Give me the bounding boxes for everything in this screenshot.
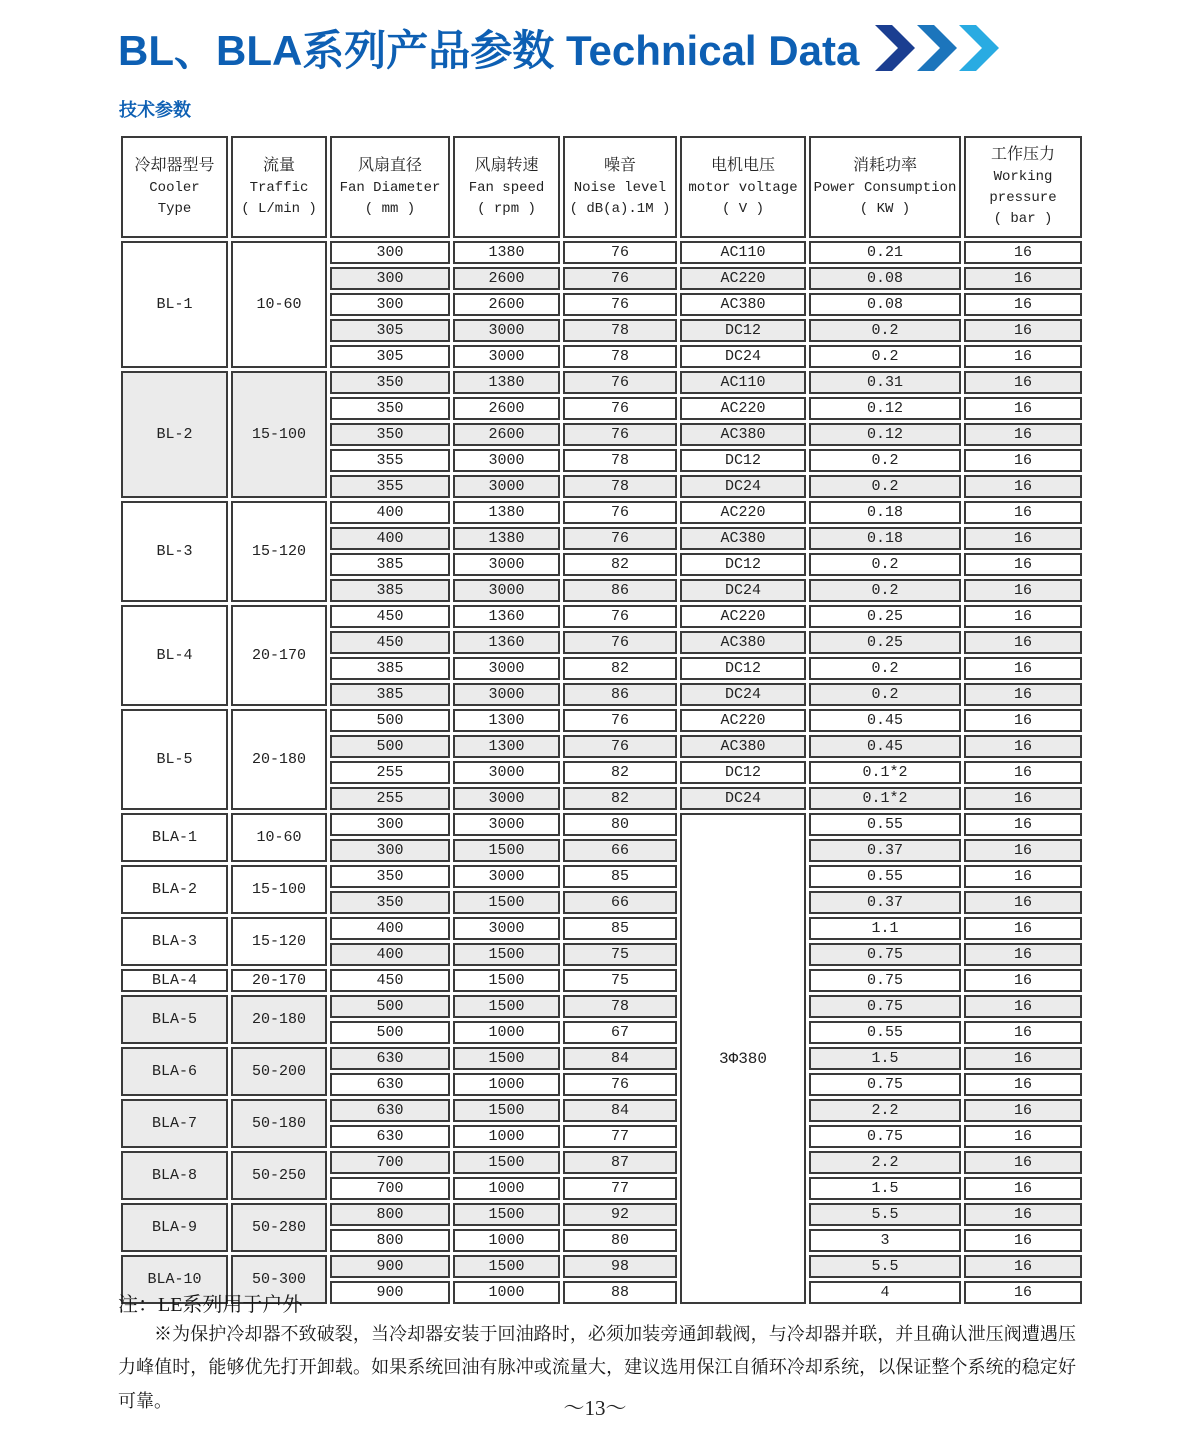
cooler-type-cell: BL-5 xyxy=(121,709,228,810)
power-consumption-cell: 0.08 xyxy=(809,293,961,316)
header-cell: 消耗功率 Power Consumption ( KW ) xyxy=(809,136,961,238)
power-consumption-cell: 0.75 xyxy=(809,943,961,966)
motor-voltage-cell: AC110 xyxy=(680,241,806,264)
table-row xyxy=(121,501,1082,524)
fan-diameter-cell: 800 xyxy=(330,1203,450,1226)
motor-voltage-cell: AC220 xyxy=(680,605,806,628)
fan-diameter-cell: 350 xyxy=(330,865,450,888)
fan-speed-cell: 3000 xyxy=(453,683,560,706)
noise-level-cell: 76 xyxy=(563,605,677,628)
power-consumption-cell: 0.18 xyxy=(809,527,961,550)
cooler-type-cell: BLA-7 xyxy=(121,1099,228,1148)
fan-speed-cell: 1500 xyxy=(453,943,560,966)
working-pressure-cell: 16 xyxy=(964,501,1082,524)
noise-level-cell: 76 xyxy=(563,735,677,758)
power-consumption-cell: 0.2 xyxy=(809,553,961,576)
noise-level-cell: 77 xyxy=(563,1125,677,1148)
table-header xyxy=(121,136,1082,238)
noise-level-cell: 82 xyxy=(563,657,677,680)
motor-voltage-cell: DC24 xyxy=(680,345,806,368)
motor-voltage-cell: DC12 xyxy=(680,553,806,576)
noise-level-cell: 66 xyxy=(563,839,677,862)
working-pressure-cell: 16 xyxy=(964,891,1082,914)
traffic-cell: 50-180 xyxy=(231,1099,327,1148)
working-pressure-cell: 16 xyxy=(964,839,1082,862)
traffic-cell: 15-100 xyxy=(231,371,327,498)
fan-speed-cell: 2600 xyxy=(453,397,560,420)
motor-voltage-cell: DC24 xyxy=(680,787,806,810)
fan-speed-cell: 1380 xyxy=(453,371,560,394)
header-cell: 冷却器型号 Cooler Type xyxy=(121,136,228,238)
working-pressure-cell: 16 xyxy=(964,657,1082,680)
fan-speed-cell: 3000 xyxy=(453,787,560,810)
working-pressure-cell: 16 xyxy=(964,943,1082,966)
section-subtitle: 技术参数 xyxy=(119,100,191,120)
noise-level-cell: 76 xyxy=(563,293,677,316)
motor-voltage-cell: AC380 xyxy=(680,631,806,654)
working-pressure-cell: 16 xyxy=(964,1125,1082,1148)
noise-level-cell: 77 xyxy=(563,1177,677,1200)
noise-level-cell: 92 xyxy=(563,1203,677,1226)
power-consumption-cell: 2.2 xyxy=(809,1151,961,1174)
noise-level-cell: 76 xyxy=(563,527,677,550)
noise-level-cell: 76 xyxy=(563,267,677,290)
power-consumption-cell: 0.45 xyxy=(809,735,961,758)
noise-level-cell: 66 xyxy=(563,891,677,914)
fan-diameter-cell: 385 xyxy=(330,579,450,602)
fan-diameter-cell: 300 xyxy=(330,241,450,264)
fan-diameter-cell: 350 xyxy=(330,371,450,394)
table-row xyxy=(121,1151,1082,1174)
header-cell: 噪音 Noise level ( dB(a).1M ) xyxy=(563,136,677,238)
motor-voltage-cell: AC110 xyxy=(680,371,806,394)
working-pressure-cell: 16 xyxy=(964,267,1082,290)
noise-level-cell: 80 xyxy=(563,1229,677,1252)
power-consumption-cell: 0.2 xyxy=(809,683,961,706)
noise-level-cell: 87 xyxy=(563,1151,677,1174)
traffic-cell: 50-300 xyxy=(231,1255,327,1304)
fan-diameter-cell: 300 xyxy=(330,267,450,290)
header-cell: 风扇转速 Fan speed ( rpm ) xyxy=(453,136,560,238)
working-pressure-cell: 16 xyxy=(964,761,1082,784)
fan-diameter-cell: 900 xyxy=(330,1281,450,1304)
header-cell: 工作压力 Working pressure ( bar ) xyxy=(964,136,1082,238)
fan-speed-cell: 1500 xyxy=(453,995,560,1018)
power-consumption-cell: 0.2 xyxy=(809,475,961,498)
working-pressure-cell: 16 xyxy=(964,579,1082,602)
motor-voltage-cell: AC380 xyxy=(680,527,806,550)
table-row xyxy=(121,969,1082,992)
working-pressure-cell: 16 xyxy=(964,1203,1082,1226)
voltage-merged-cell: 3Φ380 xyxy=(680,813,806,1304)
fan-speed-cell: 1500 xyxy=(453,839,560,862)
table-row xyxy=(121,865,1082,888)
fan-diameter-cell: 385 xyxy=(330,553,450,576)
fan-diameter-cell: 800 xyxy=(330,1229,450,1252)
power-consumption-cell: 0.18 xyxy=(809,501,961,524)
power-consumption-cell: 0.21 xyxy=(809,241,961,264)
noise-level-cell: 84 xyxy=(563,1047,677,1070)
working-pressure-cell: 16 xyxy=(964,345,1082,368)
power-consumption-cell: 0.37 xyxy=(809,839,961,862)
noise-level-cell: 86 xyxy=(563,579,677,602)
header-cell: 流量 Traffic ( L/min ) xyxy=(231,136,327,238)
power-consumption-cell: 0.75 xyxy=(809,1125,961,1148)
working-pressure-cell: 16 xyxy=(964,1099,1082,1122)
fan-speed-cell: 1360 xyxy=(453,631,560,654)
noise-level-cell: 98 xyxy=(563,1255,677,1278)
working-pressure-cell: 16 xyxy=(964,995,1082,1018)
traffic-cell: 50-200 xyxy=(231,1047,327,1096)
working-pressure-cell: 16 xyxy=(964,319,1082,342)
working-pressure-cell: 16 xyxy=(964,683,1082,706)
motor-voltage-cell: DC12 xyxy=(680,449,806,472)
fan-diameter-cell: 400 xyxy=(330,917,450,940)
fan-speed-cell: 1360 xyxy=(453,605,560,628)
table-row xyxy=(121,917,1082,940)
traffic-cell: 20-180 xyxy=(231,709,327,810)
power-consumption-cell: 0.12 xyxy=(809,397,961,420)
fan-diameter-cell: 630 xyxy=(330,1099,450,1122)
fan-speed-cell: 1500 xyxy=(453,1151,560,1174)
working-pressure-cell: 16 xyxy=(964,397,1082,420)
fan-diameter-cell: 450 xyxy=(330,605,450,628)
cooler-type-cell: BLA-1 xyxy=(121,813,228,862)
cooler-type-cell: BLA-9 xyxy=(121,1203,228,1252)
power-consumption-cell: 3 xyxy=(809,1229,961,1252)
fan-diameter-cell: 450 xyxy=(330,969,450,992)
power-consumption-cell: 1.5 xyxy=(809,1047,961,1070)
noise-level-cell: 76 xyxy=(563,709,677,732)
motor-voltage-cell: AC220 xyxy=(680,267,806,290)
fan-diameter-cell: 385 xyxy=(330,657,450,680)
fan-speed-cell: 3000 xyxy=(453,657,560,680)
fan-speed-cell: 1500 xyxy=(453,1255,560,1278)
fan-diameter-cell: 355 xyxy=(330,449,450,472)
working-pressure-cell: 16 xyxy=(964,241,1082,264)
noise-level-cell: 76 xyxy=(563,397,677,420)
noise-level-cell: 85 xyxy=(563,865,677,888)
fan-diameter-cell: 700 xyxy=(330,1177,450,1200)
working-pressure-cell: 16 xyxy=(964,1073,1082,1096)
fan-speed-cell: 1500 xyxy=(453,1047,560,1070)
fan-speed-cell: 1000 xyxy=(453,1073,560,1096)
traffic-cell: 50-250 xyxy=(231,1151,327,1200)
noise-level-cell: 78 xyxy=(563,319,677,342)
working-pressure-cell: 16 xyxy=(964,1281,1082,1304)
working-pressure-cell: 16 xyxy=(964,865,1082,888)
cooler-type-cell: BLA-6 xyxy=(121,1047,228,1096)
noise-level-cell: 80 xyxy=(563,813,677,836)
fan-diameter-cell: 305 xyxy=(330,345,450,368)
motor-voltage-cell: DC24 xyxy=(680,579,806,602)
fan-diameter-cell: 900 xyxy=(330,1255,450,1278)
working-pressure-cell: 16 xyxy=(964,1177,1082,1200)
fan-speed-cell: 3000 xyxy=(453,579,560,602)
motor-voltage-cell: DC24 xyxy=(680,683,806,706)
power-consumption-cell: 4 xyxy=(809,1281,961,1304)
fan-diameter-cell: 385 xyxy=(330,683,450,706)
fan-speed-cell: 1380 xyxy=(453,501,560,524)
fan-diameter-cell: 630 xyxy=(330,1073,450,1096)
fan-speed-cell: 2600 xyxy=(453,267,560,290)
noise-level-cell: 76 xyxy=(563,241,677,264)
working-pressure-cell: 16 xyxy=(964,423,1082,446)
fan-speed-cell: 1000 xyxy=(453,1021,560,1044)
fan-speed-cell: 3000 xyxy=(453,475,560,498)
working-pressure-cell: 16 xyxy=(964,1255,1082,1278)
technical-data-table xyxy=(118,133,1085,1307)
table-row xyxy=(121,1203,1082,1226)
working-pressure-cell: 16 xyxy=(964,813,1082,836)
footnote: ※为保护冷却器不致破裂，当冷却器安装于回油路时，必须加装旁通卸载阀，与冷却器并联，并且确认泄压阀遭遇压力峰值时，能够优先打开卸载。如果系统回油有脉冲或流量大，建议选用保江自循环冷却系统，以保证整个系统的稳定好可靠。 xyxy=(118,1324,1076,1411)
working-pressure-cell: 16 xyxy=(964,917,1082,940)
fan-diameter-cell: 400 xyxy=(330,527,450,550)
fan-diameter-cell: 500 xyxy=(330,709,450,732)
motor-voltage-cell: DC12 xyxy=(680,319,806,342)
note-label: 注：LE系列用于户外 xyxy=(118,1294,303,1316)
fan-speed-cell: 3000 xyxy=(453,449,560,472)
working-pressure-cell: 16 xyxy=(964,1229,1082,1252)
table-row xyxy=(121,1099,1082,1122)
noise-level-cell: 76 xyxy=(563,1073,677,1096)
motor-voltage-cell: AC220 xyxy=(680,709,806,732)
fan-diameter-cell: 450 xyxy=(330,631,450,654)
noise-level-cell: 76 xyxy=(563,371,677,394)
fan-speed-cell: 1000 xyxy=(453,1125,560,1148)
fan-speed-cell: 3000 xyxy=(453,813,560,836)
traffic-cell: 15-100 xyxy=(231,865,327,914)
working-pressure-cell: 16 xyxy=(964,371,1082,394)
working-pressure-cell: 16 xyxy=(964,735,1082,758)
traffic-cell: 15-120 xyxy=(231,917,327,966)
cooler-type-cell: BL-2 xyxy=(121,371,228,498)
working-pressure-cell: 16 xyxy=(964,1151,1082,1174)
power-consumption-cell: 0.55 xyxy=(809,1021,961,1044)
table-body xyxy=(121,241,1082,1304)
fan-speed-cell: 3000 xyxy=(453,319,560,342)
fan-speed-cell: 2600 xyxy=(453,293,560,316)
fan-diameter-cell: 630 xyxy=(330,1125,450,1148)
noise-level-cell: 76 xyxy=(563,423,677,446)
fan-diameter-cell: 255 xyxy=(330,761,450,784)
fan-speed-cell: 1500 xyxy=(453,969,560,992)
working-pressure-cell: 16 xyxy=(964,553,1082,576)
power-consumption-cell: 0.55 xyxy=(809,865,961,888)
power-consumption-cell: 0.2 xyxy=(809,657,961,680)
chevron-right-triple-icon xyxy=(875,25,1001,71)
power-consumption-cell: 0.2 xyxy=(809,345,961,368)
cooler-type-cell: BLA-8 xyxy=(121,1151,228,1200)
traffic-cell: 20-170 xyxy=(231,969,327,992)
motor-voltage-cell: DC12 xyxy=(680,761,806,784)
power-consumption-cell: 1.5 xyxy=(809,1177,961,1200)
working-pressure-cell: 16 xyxy=(964,605,1082,628)
traffic-cell: 10-60 xyxy=(231,813,327,862)
noise-level-cell: 76 xyxy=(563,631,677,654)
noise-level-cell: 76 xyxy=(563,501,677,524)
noise-level-cell: 78 xyxy=(563,449,677,472)
table-row xyxy=(121,1255,1082,1278)
noise-level-cell: 84 xyxy=(563,1099,677,1122)
power-consumption-cell: 0.25 xyxy=(809,605,961,628)
power-consumption-cell: 0.75 xyxy=(809,995,961,1018)
traffic-cell: 20-170 xyxy=(231,605,327,706)
cooler-type-cell: BLA-2 xyxy=(121,865,228,914)
power-consumption-cell: 0.2 xyxy=(809,449,961,472)
power-consumption-cell: 0.31 xyxy=(809,371,961,394)
fan-speed-cell: 1380 xyxy=(453,241,560,264)
fan-speed-cell: 1000 xyxy=(453,1177,560,1200)
traffic-cell: 50-280 xyxy=(231,1203,327,1252)
table-row xyxy=(121,813,1082,836)
page-title: BL、BLA系列产品参数 Technical Data xyxy=(118,27,860,74)
power-consumption-cell: 0.2 xyxy=(809,319,961,342)
noise-level-cell: 75 xyxy=(563,943,677,966)
cooler-type-cell: BL-4 xyxy=(121,605,228,706)
working-pressure-cell: 16 xyxy=(964,709,1082,732)
fan-diameter-cell: 355 xyxy=(330,475,450,498)
power-consumption-cell: 5.5 xyxy=(809,1203,961,1226)
power-consumption-cell: 0.75 xyxy=(809,969,961,992)
working-pressure-cell: 16 xyxy=(964,527,1082,550)
fan-diameter-cell: 300 xyxy=(330,813,450,836)
fan-speed-cell: 3000 xyxy=(453,761,560,784)
cooler-type-cell: BLA-5 xyxy=(121,995,228,1044)
motor-voltage-cell: AC380 xyxy=(680,423,806,446)
fan-speed-cell: 1500 xyxy=(453,1099,560,1122)
power-consumption-cell: 0.1*2 xyxy=(809,761,961,784)
power-consumption-cell: 2.2 xyxy=(809,1099,961,1122)
motor-voltage-cell: AC220 xyxy=(680,397,806,420)
power-consumption-cell: 0.45 xyxy=(809,709,961,732)
table-row xyxy=(121,709,1082,732)
fan-speed-cell: 3000 xyxy=(453,553,560,576)
motor-voltage-cell: AC380 xyxy=(680,735,806,758)
power-consumption-cell: 0.1*2 xyxy=(809,787,961,810)
noise-level-cell: 85 xyxy=(563,917,677,940)
motor-voltage-cell: AC380 xyxy=(680,293,806,316)
fan-speed-cell: 1000 xyxy=(453,1281,560,1304)
table-row xyxy=(121,1047,1082,1070)
power-consumption-cell: 0.37 xyxy=(809,891,961,914)
table-row xyxy=(121,241,1082,264)
noise-level-cell: 78 xyxy=(563,345,677,368)
power-consumption-cell: 0.25 xyxy=(809,631,961,654)
header-cell: 风扇直径 Fan Diameter ( mm ) xyxy=(330,136,450,238)
noise-level-cell: 82 xyxy=(563,787,677,810)
page-header xyxy=(118,18,1001,78)
motor-voltage-cell: DC12 xyxy=(680,657,806,680)
fan-diameter-cell: 300 xyxy=(330,293,450,316)
table-row xyxy=(121,995,1082,1018)
noise-level-cell: 88 xyxy=(563,1281,677,1304)
power-consumption-cell: 0.55 xyxy=(809,813,961,836)
cooler-type-cell: BLA-10 xyxy=(121,1255,228,1304)
traffic-cell: 15-120 xyxy=(231,501,327,602)
working-pressure-cell: 16 xyxy=(964,787,1082,810)
noise-level-cell: 67 xyxy=(563,1021,677,1044)
noise-level-cell: 78 xyxy=(563,995,677,1018)
power-consumption-cell: 1.1 xyxy=(809,917,961,940)
working-pressure-cell: 16 xyxy=(964,449,1082,472)
fan-diameter-cell: 500 xyxy=(330,1021,450,1044)
fan-speed-cell: 1500 xyxy=(453,1203,560,1226)
power-consumption-cell: 0.08 xyxy=(809,267,961,290)
fan-diameter-cell: 300 xyxy=(330,839,450,862)
fan-speed-cell: 3000 xyxy=(453,865,560,888)
table-row xyxy=(121,605,1082,628)
fan-speed-cell: 2600 xyxy=(453,423,560,446)
power-consumption-cell: 0.75 xyxy=(809,1073,961,1096)
cooler-type-cell: BLA-3 xyxy=(121,917,228,966)
working-pressure-cell: 16 xyxy=(964,475,1082,498)
working-pressure-cell: 16 xyxy=(964,1047,1082,1070)
fan-diameter-cell: 305 xyxy=(330,319,450,342)
fan-diameter-cell: 700 xyxy=(330,1151,450,1174)
cooler-type-cell: BLA-4 xyxy=(121,969,228,992)
fan-diameter-cell: 500 xyxy=(330,995,450,1018)
noise-level-cell: 82 xyxy=(563,761,677,784)
noise-level-cell: 75 xyxy=(563,969,677,992)
power-consumption-cell: 5.5 xyxy=(809,1255,961,1278)
noise-level-cell: 86 xyxy=(563,683,677,706)
page-number: ～13～ xyxy=(563,1396,627,1420)
traffic-cell: 20-180 xyxy=(231,995,327,1044)
cooler-type-cell: BL-3 xyxy=(121,501,228,602)
fan-diameter-cell: 630 xyxy=(330,1047,450,1070)
fan-diameter-cell: 350 xyxy=(330,397,450,420)
working-pressure-cell: 16 xyxy=(964,293,1082,316)
fan-speed-cell: 1000 xyxy=(453,1229,560,1252)
table-row xyxy=(121,371,1082,394)
motor-voltage-cell: AC220 xyxy=(680,501,806,524)
fan-diameter-cell: 350 xyxy=(330,423,450,446)
fan-speed-cell: 3000 xyxy=(453,345,560,368)
working-pressure-cell: 16 xyxy=(964,969,1082,992)
noise-level-cell: 78 xyxy=(563,475,677,498)
power-consumption-cell: 0.2 xyxy=(809,579,961,602)
working-pressure-cell: 16 xyxy=(964,1021,1082,1044)
fan-diameter-cell: 400 xyxy=(330,943,450,966)
fan-speed-cell: 1500 xyxy=(453,891,560,914)
traffic-cell: 10-60 xyxy=(231,241,327,368)
fan-speed-cell: 3000 xyxy=(453,917,560,940)
fan-diameter-cell: 350 xyxy=(330,891,450,914)
fan-speed-cell: 1380 xyxy=(453,527,560,550)
power-consumption-cell: 0.12 xyxy=(809,423,961,446)
fan-diameter-cell: 500 xyxy=(330,735,450,758)
header-cell: 电机电压 motor voltage ( V ) xyxy=(680,136,806,238)
fan-diameter-cell: 400 xyxy=(330,501,450,524)
fan-diameter-cell: 255 xyxy=(330,787,450,810)
fan-speed-cell: 1300 xyxy=(453,735,560,758)
cooler-type-cell: BL-1 xyxy=(121,241,228,368)
motor-voltage-cell: DC24 xyxy=(680,475,806,498)
working-pressure-cell: 16 xyxy=(964,631,1082,654)
fan-speed-cell: 1300 xyxy=(453,709,560,732)
noise-level-cell: 82 xyxy=(563,553,677,576)
